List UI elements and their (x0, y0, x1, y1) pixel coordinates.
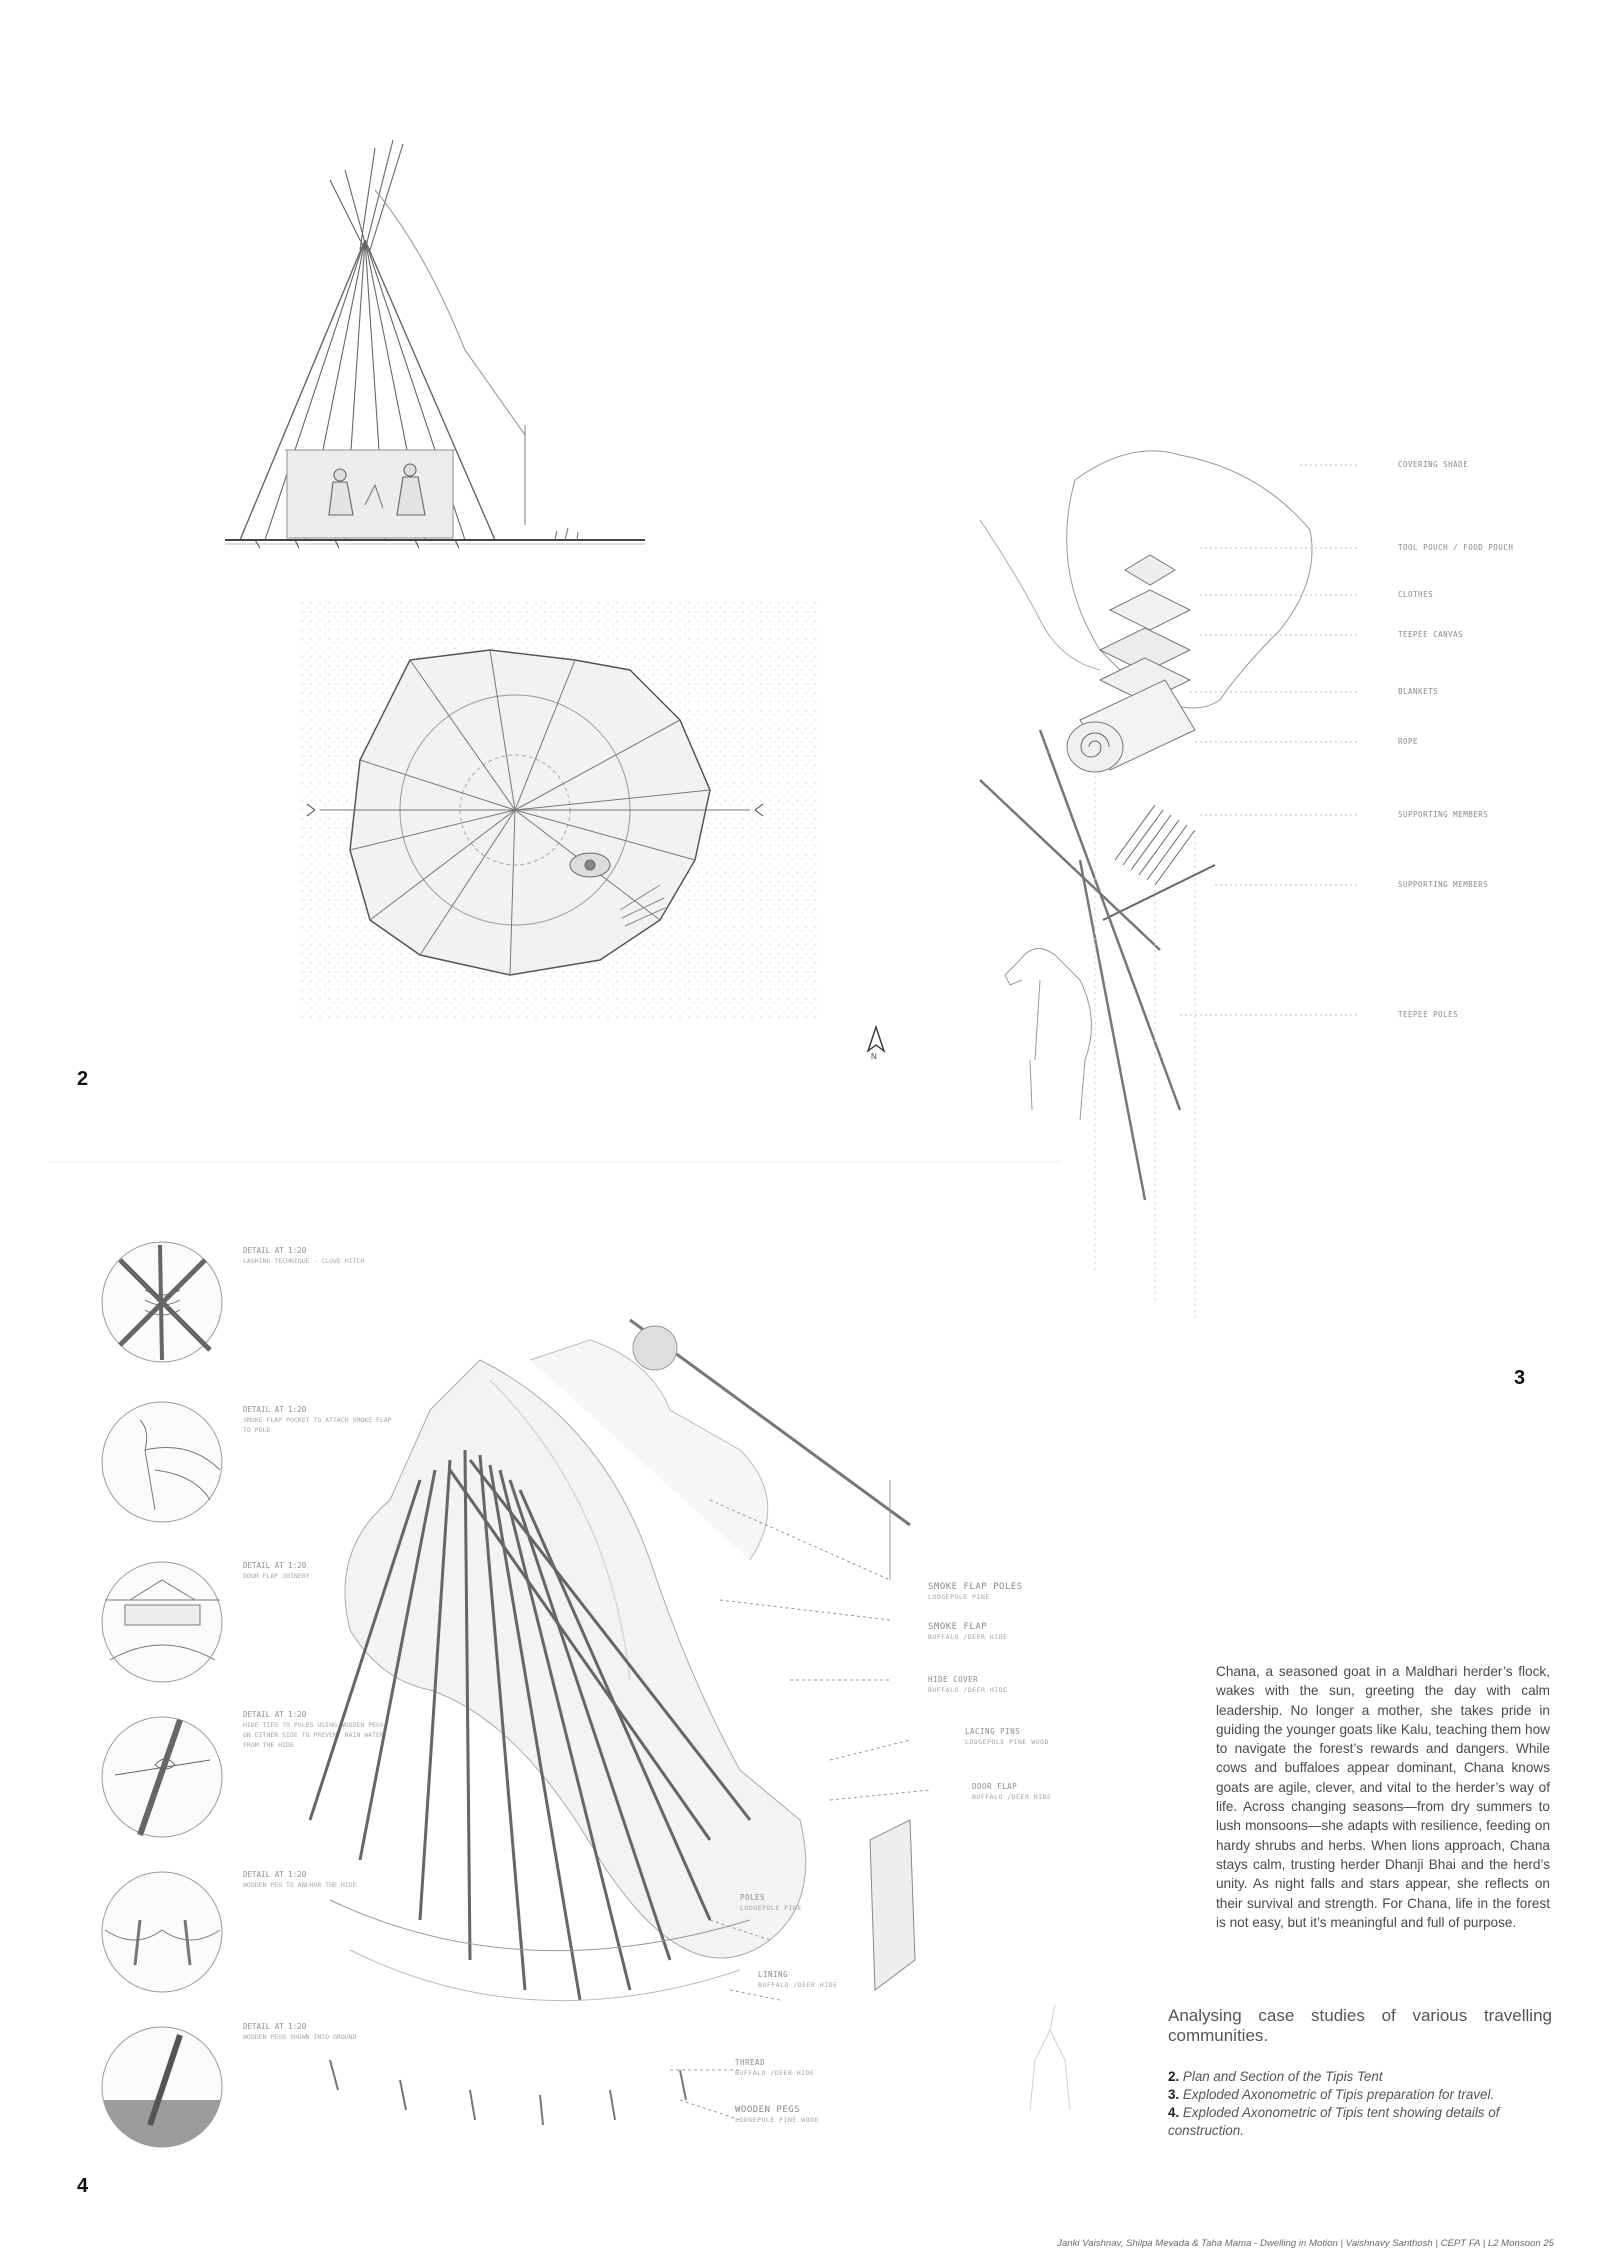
label-poles: POLES LODGEPOLE PINE (740, 1893, 802, 1912)
label-supporting-members-2: SUPPORTING MEMBERS (1398, 880, 1489, 889)
detail-label-5: DETAIL AT 1:20 WOODEN PEG TO ANCHOR THE HIDE (243, 1870, 357, 1889)
analysis-heading: Analysing case studies of various travelling communities. (1168, 2006, 1552, 2045)
figure-number-4: 4 (77, 2175, 89, 2197)
detail-label-6: DETAIL AT 1:20 WOODEN PEGS SHOWN INTO GROUND (243, 2022, 357, 2041)
label-smoke-flap-poles: SMOKE FLAP POLES LODGEPOLE PINE (928, 1582, 1023, 1601)
label-lacing-pins: LACING PINS LODGEPOLE PINE WOOD (965, 1727, 1049, 1746)
tipi-construction-axonometric (270, 1300, 970, 2160)
detail-circle-door-flap (100, 1560, 225, 1685)
detail-circle-lashing (100, 1240, 225, 1365)
label-teepee-poles: TEEPEE POLES (1398, 1010, 1459, 1019)
label-covering-shade: COVERING SHADE (1398, 460, 1469, 469)
label-smoke-flap: SMOKE FLAP BUFFALO /DEER HIDE (928, 1622, 1008, 1641)
figure-number-3: 3 (1514, 1367, 1526, 1389)
label-door-flap: DOOR FLAP BUFFALO /DEER HIDE (972, 1782, 1052, 1801)
detail-circle-hide-tied (100, 1715, 225, 1840)
label-teepee-canvas: TEEPEE CANVAS (1398, 630, 1464, 639)
north-arrow (864, 1025, 888, 1069)
detail-label-2: DETAIL AT 1:20 SMOKE FLAP POCKET TO ATTACH SMOKE FLAP TO POLE (243, 1405, 392, 1434)
detail-label-3: DETAIL AT 1:20 DOOR FLAP JOINERY (243, 1561, 310, 1580)
credits-footer: Janki Vaishnav, Shilpa Mevada & Taha Mama - Dwelling in Motion | Vaishnavy Santhosh | CEPT FA | L2 Monsoon 25 (1057, 2238, 1554, 2249)
label-lining: LINING BUFFALO /DEER HIDE (758, 1970, 838, 1989)
label-rope: ROPE (1398, 737, 1419, 746)
tipi-plan-drawing (300, 600, 820, 1020)
caption-4: 4. Exploded Axonometric of Tipis tent showing details of construction. (1168, 2105, 1500, 2138)
label-hide-cover: HIDE COVER BUFFALO /DEER HIDE (928, 1675, 1008, 1694)
caption-2: 2. Plan and Section of the Tipis Tent (1168, 2069, 1383, 2084)
tipi-section-drawing (225, 130, 865, 560)
label-clothes: CLOTHES (1398, 590, 1434, 599)
travel-bundle-axonometric (960, 420, 1360, 1360)
label-thread: THREAD BUFFALO /DEER HIDE (735, 2058, 815, 2077)
divider-line (50, 1160, 1060, 1164)
label-wooden-pegs: WOODEN PEGS LODGEPOLE PINE WOOD (735, 2105, 819, 2124)
figure-number-2: 2 (77, 1068, 89, 1090)
caption-3: 3. Exploded Axonometric of Tipis preparation for travel. (1168, 2087, 1495, 2102)
detail-label-1: DETAIL AT 1:20 LASHING TECHNIQUE - CLOVE HITCH (243, 1246, 365, 1265)
label-blankets: BLANKETS (1398, 687, 1439, 696)
detail-circle-pegs-into-ground (100, 2025, 225, 2150)
detail-circle-wooden-peg (100, 1870, 225, 1995)
label-supporting-members-1: SUPPORTING MEMBERS (1398, 810, 1489, 819)
faint-figure-sketch (1010, 2000, 1090, 2120)
figure-captions (1168, 2068, 1568, 2140)
north-label: N (871, 1052, 877, 1061)
detail-label-4: DETAIL AT 1:20 HIDE TIED TO POLES USING WOODEN PEGS ON EITHER SIDE TO PREVENT RAIN WATER FROM THE HIDE (243, 1710, 384, 1749)
label-tool-pouch: TOOL POUCH / FOOD POUCH (1398, 543, 1514, 552)
detail-circle-smoke-flap-pocket (100, 1400, 225, 1525)
narrative-paragraph: Chana, a seasoned goat in a Maldhari herder’s flock, wakes with the sun, greeting the day with calm leadership. No longer a mother, she takes pride in guiding the younger goats like Kalu, teaching them how to navigate the forest’s rewards and dangers. While cows and buffaloes appear dominant, Chana knows goats are agile, clever, and vital to the herder’s way of life. Across changing seasons—from dry summers to lush monsoons—she adapts with resilience, feeding on hardy shrubs and herbs. When lions approach, Chana stays calm, trusting herder Dhanji Bhai and the herd’s unity. As night falls and stars appear, she reflects on their survival and strength. For Chana, life in the forest is not easy, but it’s meaningful and full of purpose. (1216, 1664, 1550, 1930)
